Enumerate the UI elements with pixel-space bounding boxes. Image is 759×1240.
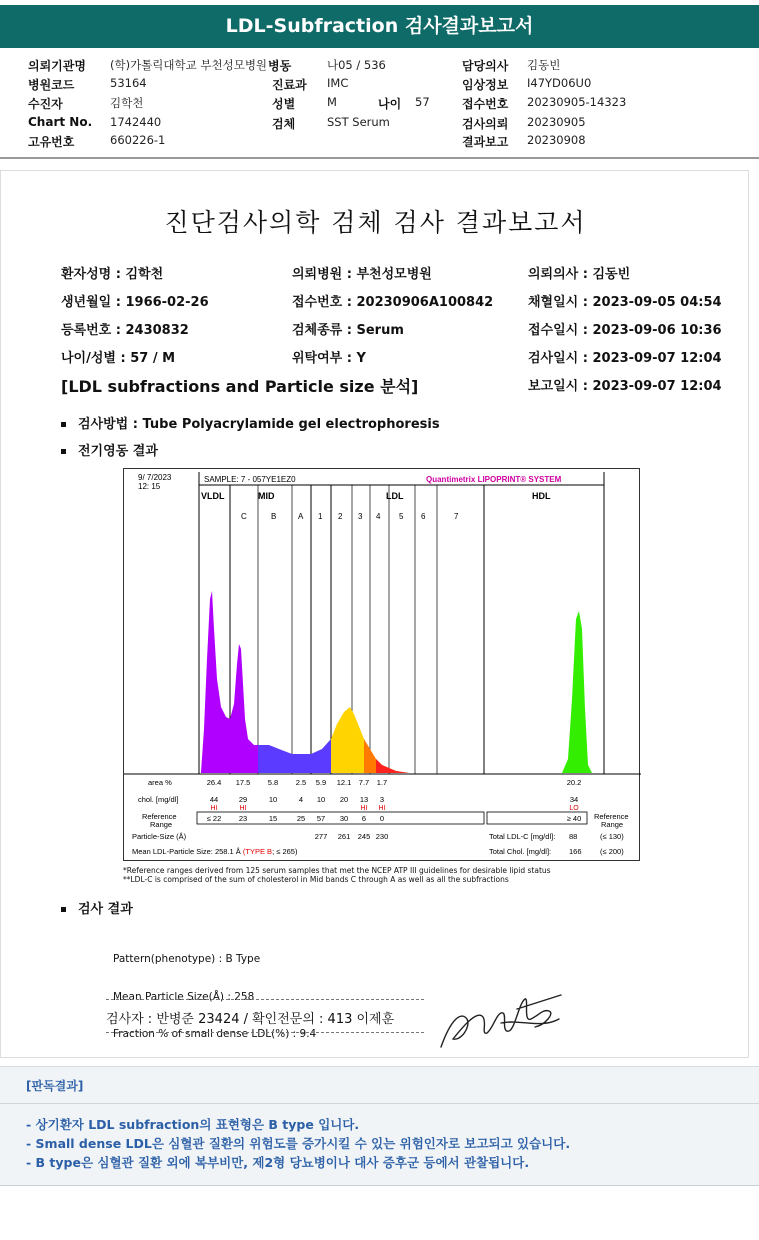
header-value: 20230908 [527,133,586,147]
chart-sample: SAMPLE: 7 - 057YE1EZ0 [204,475,296,484]
analysis-subtitle: [LDL subfractions and Particle size 분석] [61,377,419,396]
header-row [0,57,759,75]
total-chol-value: 166 [569,847,582,856]
header-value: 53164 [110,76,147,90]
info-field: 검사일시 : 2023-09-07 12:04 [528,351,722,366]
chol-value: 13 [359,795,369,804]
chol-value: 10 [316,795,326,804]
ref-value: ≤ 22 [206,814,222,823]
ref-right-label: Reference [594,812,629,821]
ref-value: 57 [316,814,326,823]
header-label: 검체 [272,117,296,131]
header-label: 병동 [268,59,292,73]
chol-value: 20 [339,795,349,804]
ldl-large [331,707,364,773]
header-value: 1742440 [110,115,162,129]
band-label: A [298,512,304,521]
result-bullet [61,898,133,917]
summary-line: Mean Particle Size(Å) : 258 [113,990,255,1003]
region-label: HDL [532,491,551,501]
area-value: 12.1 [336,778,352,787]
report-document [0,170,749,1058]
ref-value: 30 [339,814,349,823]
report-title-bar [0,5,759,48]
result-text: 검사 결과 [78,902,133,917]
header-row [0,95,759,113]
ref-value: 15 [268,814,278,823]
particle-value: 245 [357,832,371,841]
method-bullet [61,413,440,432]
area-value: 26.4 [206,778,222,787]
chol-value: 3 [379,795,385,804]
chol-value: 29 [238,795,248,804]
electro-bullet [61,440,158,459]
header-label: 나이 [378,97,402,111]
lipoprint-chart [123,468,640,861]
chol-flag: HI [360,805,368,812]
header-value: SST Serum [327,115,390,129]
total-ldl-label: Total LDL-C [mg/dl]: [489,832,556,841]
ref-row-label: Reference [142,812,177,821]
total-ldl-ref: (≤ 130) [600,832,624,841]
info-field: 등록번호 : 2430832 [61,323,189,338]
band-label: 3 [358,512,363,521]
area-value: 17.5 [235,778,251,787]
panel-divider [0,1103,759,1104]
header-label: 병원코드 [28,78,75,92]
bullet-icon [61,449,66,454]
chart-date: 9/ 7/2023 [138,473,172,482]
interpretation-line: - 상기환자 LDL subfraction의 표현형은 B type 입니다. [26,1117,360,1132]
ref-value: 23 [238,814,248,823]
chol-value: 10 [268,795,278,804]
summary-line: Fraction % of small dense LDL(%) : 9.4 [113,1028,317,1040]
info-field: 채혈일시 : 2023-09-05 04:54 [528,295,722,310]
report-title: LDL-Subfraction 검사결과보고서 [225,15,534,37]
info-field: 보고일시 : 2023-09-07 12:04 [528,379,722,394]
header-label: 접수번호 [462,97,509,111]
band-label: 4 [376,512,381,521]
header-label: 임상정보 [462,78,509,92]
ref-value: 25 [296,814,306,823]
info-field: 의뢰의사 : 김동빈 [528,267,631,282]
total-chol-label: Total Chol. [mg/dl]: [489,847,552,856]
mean-size-text: Mean LDL-Particle Size: 258.1 Å (TYPE B; ≤ 265) [132,847,298,856]
header-value: IMC [327,76,349,90]
chart-time: 12: 15 [138,482,161,491]
chol-flag: HI [210,805,218,812]
chol-value: 34 [569,795,579,804]
region-label: MID [258,491,275,501]
band-label: 2 [338,512,343,521]
header-label: 검사의뢰 [462,117,509,131]
header-row [0,115,759,133]
header-value: 660226-1 [110,133,166,147]
header-label: 성별 [272,97,296,111]
chart-system: Quantimetrix LIPOPRINT® SYSTEM [426,475,562,484]
band-label: 1 [318,512,323,521]
note-line: **LDL-C is comprised of the sum of cholesterol in Mid bands C through A as well as all the subfractions [123,875,509,884]
header-label: 담당의사 [462,59,509,73]
header-value: 57 [415,95,430,109]
info-field: 의뢰병원 : 부천성모병원 [292,267,432,282]
info-field: 생년월일 : 1966-02-26 [61,295,209,310]
signature-image [431,989,571,1057]
electro-text: 전기영동 결과 [78,444,158,459]
particle-row-label: Particle-Size (Å) [132,832,187,841]
area-value: 7.7 [358,778,370,787]
particle-value: 277 [314,832,328,841]
interpretation-panel [0,1066,759,1186]
ref-value: ≥ 40 [566,814,582,823]
report-heading: 진단검사의학 검체 검사 결과보고서 [164,208,587,237]
region-label: LDL [386,491,404,501]
particle-value: 261 [337,832,351,841]
note-line: *Reference ranges derived from 125 serum samples that met the NCEP ATP III guidelines for desirable lipid status [123,866,551,875]
hdl-peak [562,611,592,773]
band-label: 7 [454,512,459,521]
method-text: 검사방법 : Tube Polyacrylamide gel electrophoresis [78,417,440,432]
band-label: C [241,512,247,521]
header-info [0,52,759,154]
info-field: 접수일시 : 2023-09-06 10:36 [528,323,722,338]
header-label: 진료과 [272,78,307,92]
sign-divider [106,999,424,1000]
bullet-icon [61,422,66,427]
chart-notes [123,866,551,884]
area-value: 5.8 [267,778,279,787]
header-value: (학)가톨릭대학교 부천성모병원 [110,58,268,72]
sign-divider [106,1032,424,1033]
ref-value: 6 [361,814,367,823]
band-label: 5 [399,512,404,521]
header-value: 20230905 [527,115,586,129]
info-field: 접수번호 : 20230906A100842 [292,295,494,310]
area-value: 5.9 [315,778,327,787]
chol-flag: HI [239,805,247,812]
header-label: 결과보고 [462,135,509,149]
interpretation-line: - Small dense LDL은 심혈관 질환의 위험도를 증가시킬 수 있는 위험인자로 보고되고 있습니다. [26,1136,571,1151]
ref-right-label: Range [601,820,624,829]
info-field: 환자성명 : 김학천 [61,267,164,282]
chol-value: 44 [209,795,219,804]
header-value: 김학천 [110,96,144,110]
interpretation-label: [판독결과] [26,1079,84,1093]
bullet-icon [61,907,66,912]
signer-text: 검사자 : 반병준 23424 / 확인전문의 : 413 이제훈 [106,1012,395,1027]
ref-row-label: Range [150,820,173,829]
header-row [0,76,759,94]
header-label: 수진자 [28,97,63,111]
header-value: M [327,95,337,109]
total-ldl-value: 88 [569,832,578,841]
header-row [0,133,759,151]
ref-value: 0 [379,814,385,823]
info-field: 위탁여부 : Y [292,351,366,366]
header-label: 고유번호 [28,135,75,149]
area-value: 2.5 [295,778,307,787]
summary-line: Pattern(phenotype) : B Type [113,953,261,965]
region-label: VLDL [201,491,225,501]
chol-flag: HI [378,805,386,812]
info-field: 검체종류 : Serum [292,323,404,338]
area-value: 20.2 [566,778,582,787]
mid-band [258,739,331,773]
interpretation-line: - B type은 심혈관 질환 외에 복부비만, 제2형 당뇨병이나 대사 증후군 등에서 관찰됩니다. [26,1155,530,1170]
chol-value: 4 [298,795,304,804]
info-field: 나이/성별 : 57 / M [61,351,176,366]
header-value: 나05 / 536 [327,58,386,72]
particle-value: 230 [375,832,389,841]
band-label: 6 [421,512,426,521]
area-value: 1.7 [376,778,388,787]
ldl-dense [376,759,409,773]
chol-row-label: chol. [mg/dl] [138,795,179,804]
chol-flag: LO [569,805,579,812]
header-label: 의뢰기관명 [28,59,86,73]
total-chol-ref: (≤ 200) [600,847,624,856]
header-value: 20230905-14323 [527,95,627,109]
header-value: 김동빈 [527,58,561,72]
lipoprint-svg [124,469,641,862]
band-label: B [271,512,277,521]
header-value: I47YD06U0 [527,76,592,90]
header-label: Chart No. [28,115,93,129]
area-row-label: area % [148,778,172,787]
header-divider [0,157,759,159]
